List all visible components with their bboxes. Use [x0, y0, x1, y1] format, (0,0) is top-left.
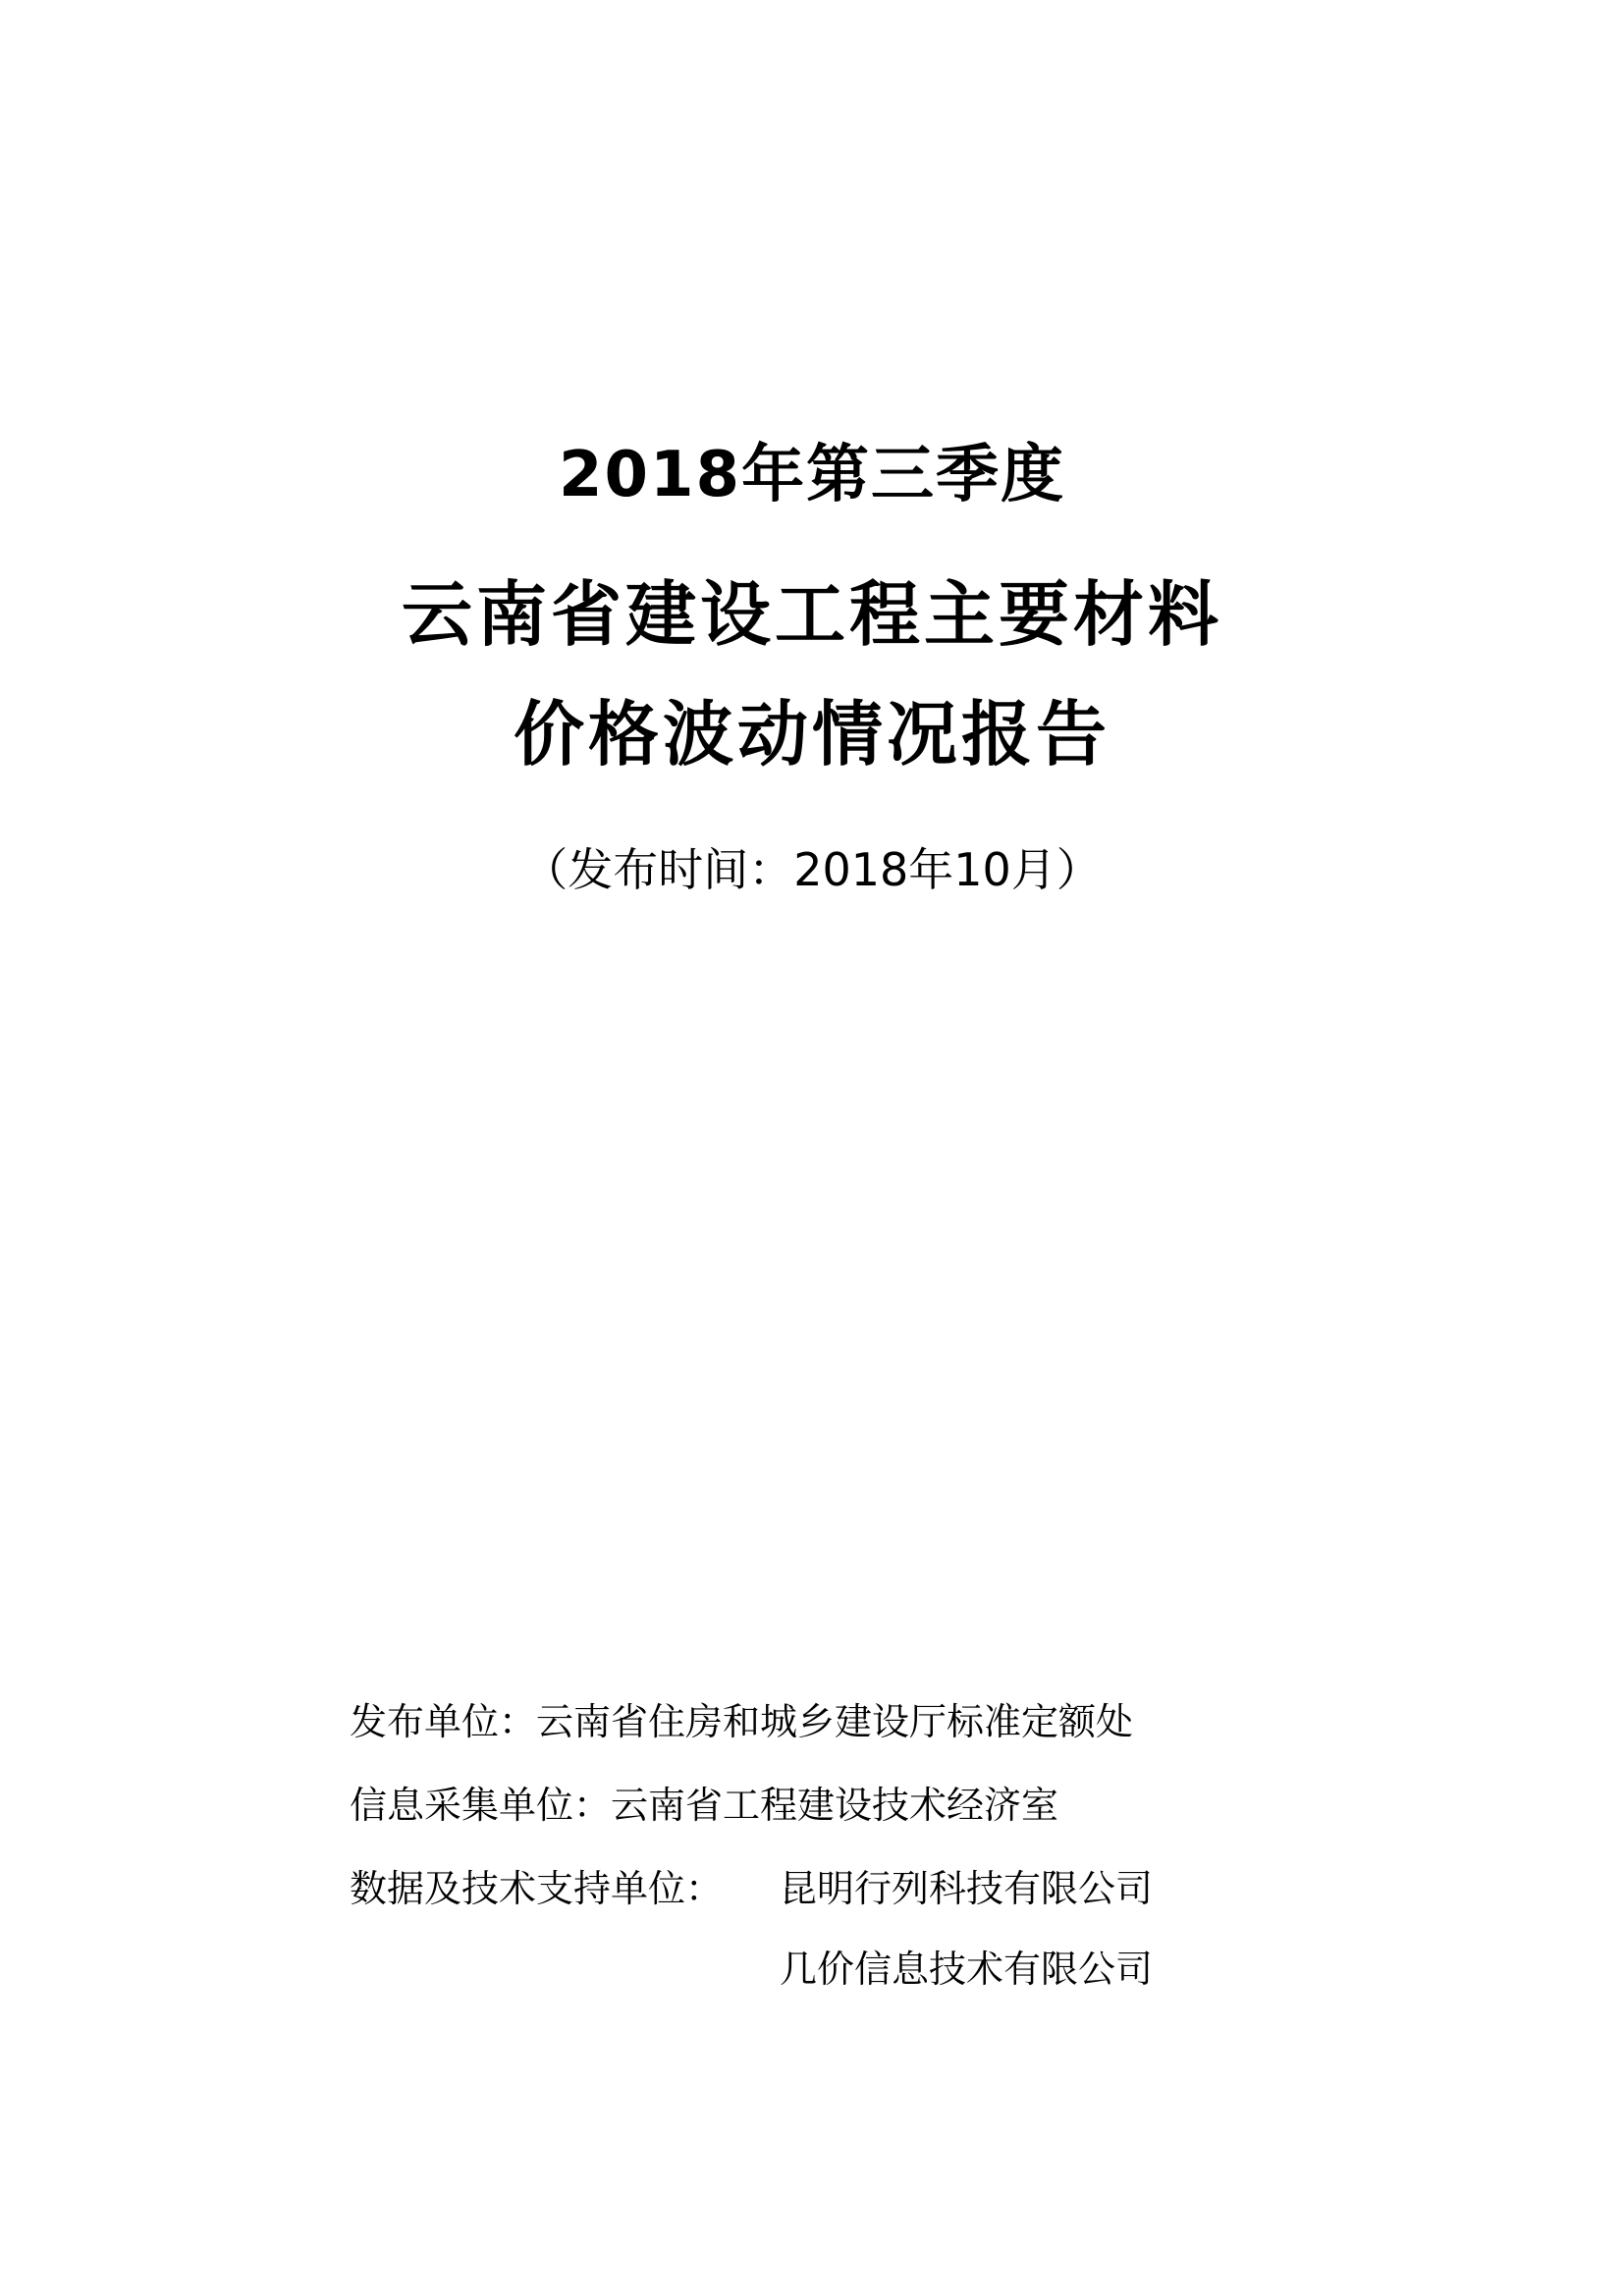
report-period-title: 2018年第三季度 [558, 439, 1066, 511]
support-label: 数据及技术支持单位： [350, 1867, 724, 1910]
report-title-line-1: 云南省建设工程主要材料 [401, 573, 1222, 656]
collector-line: 信息采集单位：云南省工程建设技术经济室 [350, 1784, 1059, 1827]
support-org-1: 昆明行列科技有限公司 [780, 1867, 1154, 1910]
issuer-line: 发布单位：云南省住房和城乡建设厅标准定额处 [350, 1700, 1134, 1743]
support-org-2: 几价信息技术有限公司 [780, 1948, 1154, 1991]
report-title-line-2: 价格波动情况报告 [513, 693, 1110, 775]
release-date: （发布时间：2018年10月） [522, 843, 1102, 896]
